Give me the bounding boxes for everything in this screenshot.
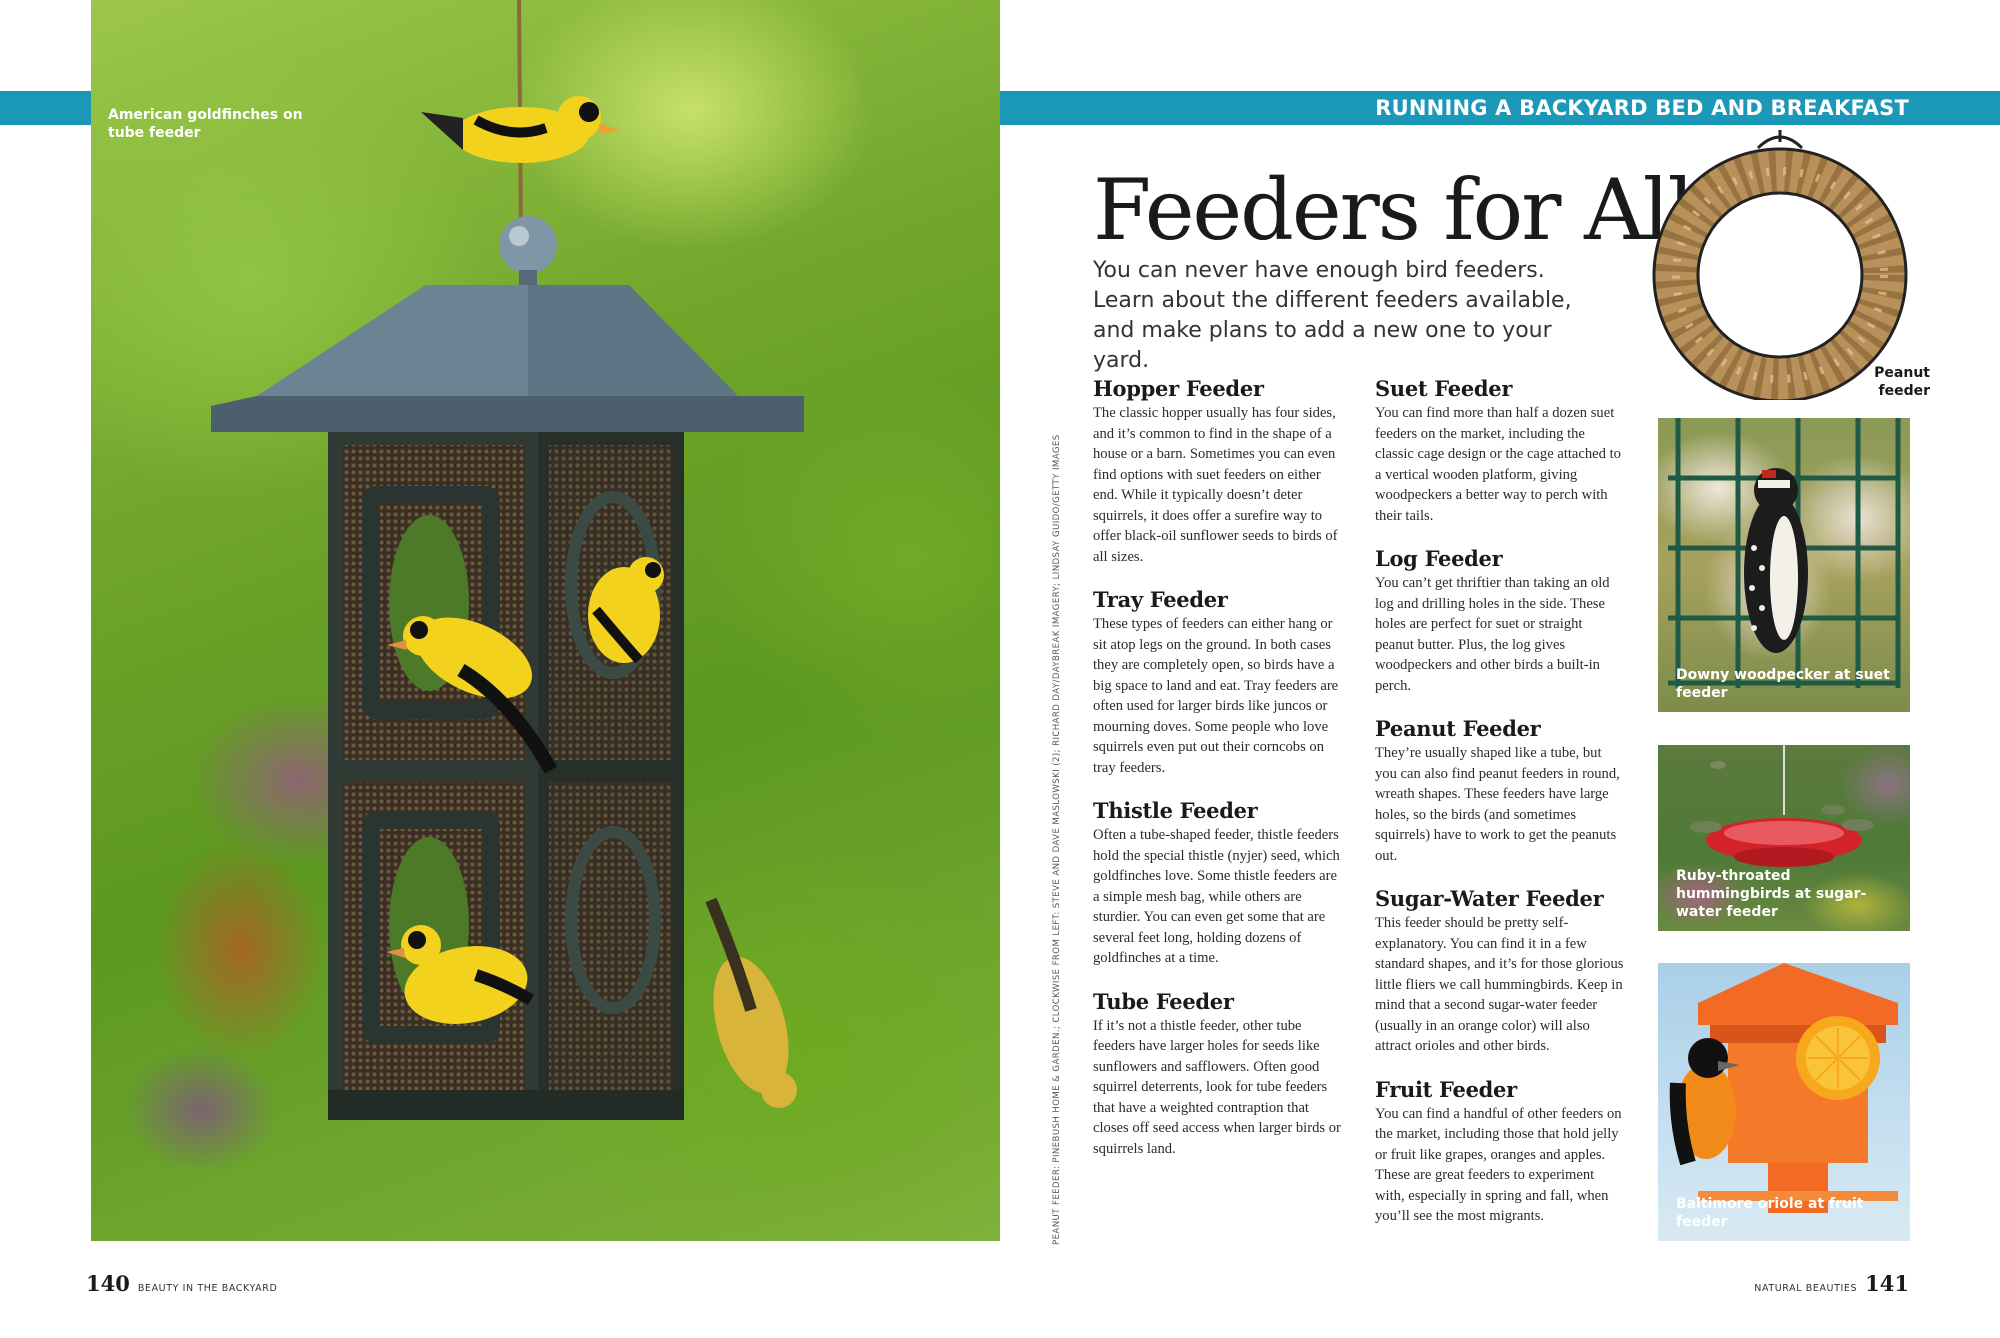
article-heading: Tube Feeder bbox=[1093, 988, 1234, 1014]
hummingbird-photo bbox=[1658, 745, 1910, 931]
article-hopper-feeder bbox=[1093, 376, 1343, 567]
article-heading: Log Feeder bbox=[1375, 546, 1503, 571]
article-body: These types of feeders can either hang or sit atop legs on the ground. In both cases they are completely open, so birds have a big space to land and eat. Tray feeders are often used for larger birds like juncos or mourning doves. Some people who love squirrels even put out their corncobs on tray feeders. bbox=[1093, 616, 1339, 776]
section-label: RUNNING A BACKYARD BED AND BREAKFAST bbox=[1375, 96, 1909, 120]
folio-left bbox=[86, 1271, 281, 1296]
peanut-feeder-photo bbox=[1640, 130, 1930, 400]
page-number-left: 140 bbox=[86, 1271, 130, 1296]
goldfinch-feeder-illustration bbox=[91, 0, 1000, 1241]
article-tray-feeder bbox=[1093, 587, 1343, 778]
article-body: The classic hopper usually has four sides, and it’s common to find in the shape of a house or a barn. Sometimes you can even find options with suet feeders on either end. While it typically doesn’t deter squirrels, it does offer a surefire way to offer black-oil sunflower seeds to birds of all sizes. bbox=[1093, 405, 1338, 565]
running-foot-left: BEAUTY IN THE BACKYARD bbox=[137, 1283, 278, 1294]
article-tube-feeder bbox=[1093, 989, 1343, 1160]
woodpecker-caption: Downy woodpecker at suet feeder bbox=[1676, 667, 1890, 701]
hero-photo-caption: American goldfinches on tube feeder bbox=[108, 107, 303, 141]
article-sugar-water-feeder bbox=[1375, 886, 1625, 1057]
article-column-right bbox=[1375, 376, 1625, 1227]
folio-right bbox=[1750, 1271, 1909, 1296]
article-heading: Peanut Feeder bbox=[1375, 716, 1541, 741]
article-body: You can find a handful of other feeders on the market, including those that hold jelly or fruit like grapes, oranges and apples. These are great feeders to experiment with, especially in spring and fall, when you’ll see the most migrants. bbox=[1375, 1105, 1622, 1224]
oriole-photo bbox=[1658, 963, 1910, 1241]
article-body: If it’s not a thistle feeder, other tube feeders have larger holes for seeds like sunflowers and safflowers. Often good squirrel deterrents, look for tube feeders that have a weighted contraption that closes off seed access when larger birds or squirrels land. bbox=[1093, 1017, 1341, 1157]
section-band-left bbox=[0, 91, 91, 125]
peanut-wreath-illustration bbox=[1640, 130, 1930, 400]
article-body: They’re usually shaped like a tube, but you can also find peanut feeders in round, wreath shapes. These feeders have large holes, so the birds (and sometimes squirrels) have to work to get the peanuts out. bbox=[1375, 745, 1620, 864]
article-heading: Hopper Feeder bbox=[1093, 376, 1264, 401]
hummingbird-caption: Ruby-throated hummingbirds at sugar-water feeder bbox=[1676, 868, 1867, 920]
article-body: This feeder should be pretty self-explanatory. You can find it in a few standard shapes, and it’s for those glorious little fliers we call hummingbirds. Keep in mind that a second sugar-water feeder (usually in an orange color) will also attract orioles and other birds. bbox=[1375, 915, 1624, 1054]
hero-photo-goldfinch-feeder bbox=[91, 0, 1000, 1241]
article-heading: Sugar-Water Feeder bbox=[1375, 886, 1604, 911]
oriole-caption: Baltimore oriole at fruit feeder bbox=[1676, 1196, 1864, 1230]
article-body: Often a tube-shaped feeder, thistle feeders hold the special thistle (nyjer) seed, which goldfinches love. Some thistle feeders are a simple mesh bag, while others are sturdier. You can even get some that are several feet long, holding dozens of goldfinches at a time. bbox=[1093, 827, 1340, 966]
running-foot-right: NATURAL BEAUTIES bbox=[1754, 1283, 1858, 1294]
article-heading: Suet Feeder bbox=[1375, 376, 1513, 401]
article-fruit-feeder bbox=[1375, 1077, 1625, 1227]
article-heading: Thistle Feeder bbox=[1093, 798, 1258, 823]
article-peanut-feeder bbox=[1375, 716, 1625, 866]
page-number-right: 141 bbox=[1865, 1271, 1909, 1296]
article-body: You can find more than half a dozen suet feeders on the market, including the classic cage design or the cage attached to a vertical wooden platform, giving woodpeckers a better way to perch with their tails. bbox=[1375, 405, 1621, 524]
page-title: Feeders for All bbox=[1093, 161, 1693, 259]
article-thistle-feeder bbox=[1093, 798, 1343, 969]
article-column-left bbox=[1093, 376, 1343, 1159]
woodpecker-photo bbox=[1658, 418, 1910, 712]
photo-credit-line: PEANUT FEEDER: PINEBUSH HOME & GARDEN.; CLOCKWISE FROM LEFT: STEVE AND DAVE MASLOWSKI (2); RICHARD DAY/DAYBREAK IMAGERY; LINDSAY GUIDO/GETTY IMAGES bbox=[1052, 434, 1062, 1245]
article-heading: Fruit Feeder bbox=[1375, 1076, 1517, 1102]
peanut-feeder-caption: Peanut feeder bbox=[1874, 365, 1930, 399]
article-heading: Tray Feeder bbox=[1093, 587, 1228, 612]
page-dek: You can never have enough bird feeders. Learn about the different feeders available, and make plans to add a new one to your yard. bbox=[1093, 258, 1572, 373]
article-body: You can’t get thriftier than taking an old log and drilling holes in the side. These holes are perfect for suet or straight peanut butter. Plus, the log gives woodpeckers and other birds a built-in perch. bbox=[1375, 575, 1610, 694]
article-log-feeder bbox=[1375, 546, 1625, 696]
article-suet-feeder bbox=[1375, 376, 1625, 526]
